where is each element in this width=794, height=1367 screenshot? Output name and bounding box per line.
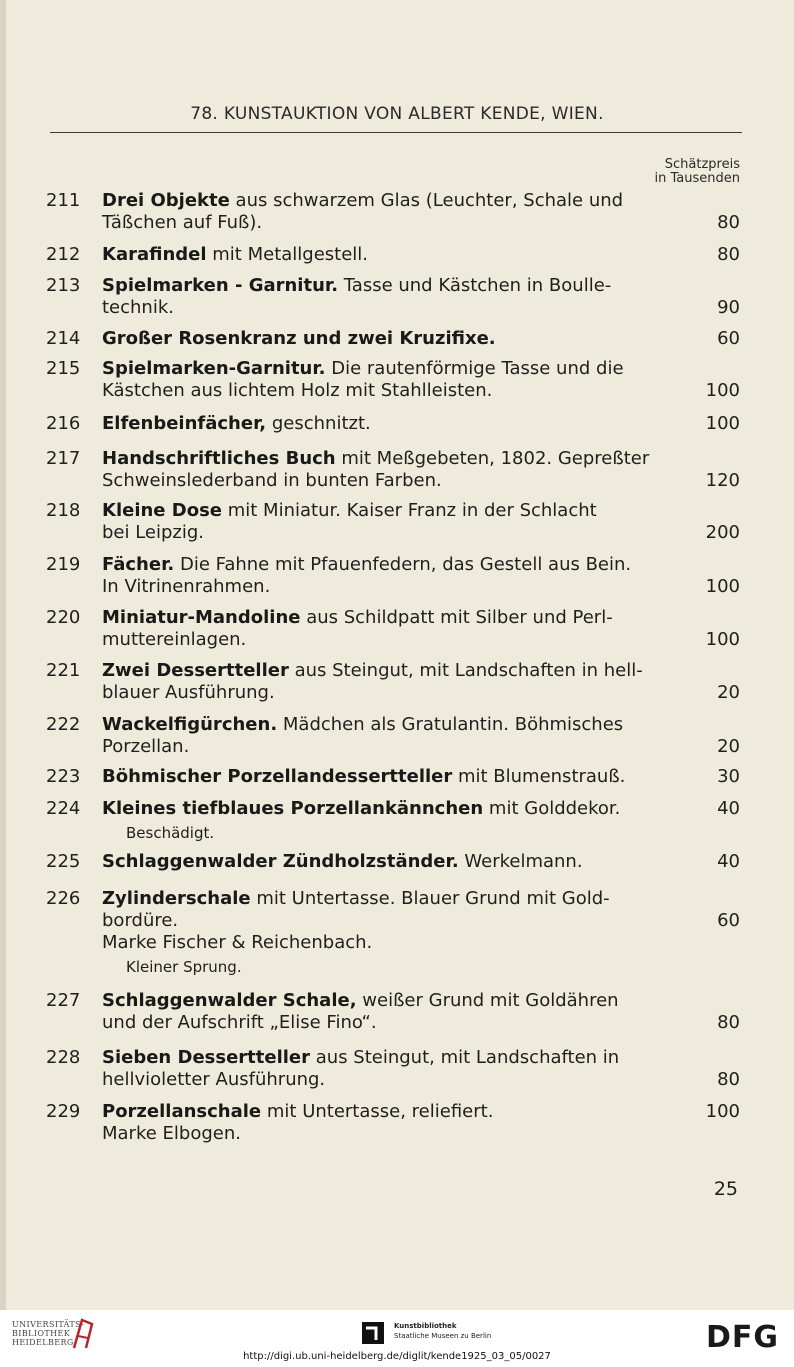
- lot-note: Beschädigt.: [126, 824, 215, 842]
- lot-number: 218: [46, 500, 81, 521]
- lot-title: Sieben Dessertteller: [102, 1047, 311, 1068]
- dfg-logo[interactable]: DFG: [706, 1320, 780, 1355]
- header-rule: [50, 132, 742, 133]
- lot-description: [102, 1047, 682, 1091]
- lot-price: 100: [705, 413, 740, 434]
- lot-number: 227: [46, 990, 81, 1011]
- lot-title: Großer Rosenkranz und zwei Kruzifixe.: [102, 328, 496, 349]
- lot-title: Schlaggenwalder Zündholzständer.: [102, 851, 459, 872]
- lot-price: 60: [717, 328, 740, 349]
- lot-price: 80: [717, 1069, 740, 1090]
- lot-title: Kleines tiefblaues Porzellankännchen: [102, 798, 484, 819]
- kunstbibliothek-label[interactable]: [394, 1321, 491, 1341]
- lot-text-line: muttereinlagen.: [102, 629, 247, 650]
- lot-number: 214: [46, 328, 81, 349]
- lot-description: [102, 990, 682, 1034]
- lot-title: Zylinderschale: [102, 888, 251, 909]
- lot-text: mit Miniatur. Kaiser Franz in der Schlacht: [222, 500, 597, 521]
- lot-text-line: blauer Ausführung.: [102, 682, 275, 703]
- lot-text-line: technik.: [102, 297, 174, 318]
- lot-price: 120: [705, 470, 740, 491]
- lot-number: 221: [46, 660, 81, 681]
- lot-description: [102, 275, 682, 319]
- lot-description: [102, 554, 682, 598]
- lot-description: [102, 500, 682, 544]
- lot-text-line: bordüre.: [102, 910, 179, 931]
- lot-number: 226: [46, 888, 81, 909]
- lot-text: aus Steingut, mit Landschaften in hell-: [288, 660, 643, 681]
- lot-title: Schlaggenwalder Schale,: [102, 990, 357, 1011]
- lot-description: [102, 1101, 682, 1145]
- lot-text: mit Golddekor.: [483, 798, 621, 819]
- lot-price: 100: [705, 576, 740, 597]
- lot-number: 220: [46, 607, 81, 628]
- lot-text-line: bei Leipzig.: [102, 522, 205, 543]
- lot-text: aus Steingut, mit Landschaften in: [310, 1047, 620, 1068]
- lot-number: 228: [46, 1047, 81, 1068]
- lot-text-line: und der Aufschrift „Elise Fino“.: [102, 1012, 377, 1033]
- lot-description: [102, 607, 682, 651]
- lot-text: geschnitzt.: [266, 413, 371, 434]
- lot-text: mit Metallgestell.: [206, 244, 369, 265]
- lot-description: [102, 660, 682, 704]
- university-seal-icon: [72, 1318, 94, 1350]
- lot-text: weißer Grund mit Goldähren: [356, 990, 619, 1011]
- lot-number: 229: [46, 1101, 81, 1122]
- lot-text: mit Untertasse. Blauer Grund mit Gold-: [250, 888, 610, 909]
- lot-text: aus schwarzem Glas (Leuchter, Schale und: [229, 190, 624, 211]
- lot-description: [102, 413, 682, 435]
- lot-text: mit Blumenstrauß.: [452, 766, 626, 787]
- lot-number: 215: [46, 358, 81, 379]
- lot-number: 222: [46, 714, 81, 735]
- lot-text: aus Schildpatt mit Silber und Perl-: [300, 607, 613, 628]
- lot-price: 60: [717, 910, 740, 931]
- lot-description: [102, 190, 682, 234]
- lot-text: mit Meßgebeten, 1802. Gepreßter: [335, 448, 650, 469]
- lot-price: 80: [717, 244, 740, 265]
- kunstbibliothek-subtitle: Staatliche Museen zu Berlin: [394, 1332, 492, 1340]
- lot-number: 216: [46, 413, 81, 434]
- lot-title: Böhmischer Porzellandessertteller: [102, 766, 453, 787]
- lot-title: Zwei Dessertteller: [102, 660, 289, 681]
- lot-title: Drei Objekte: [102, 190, 230, 211]
- lot-price: 20: [717, 736, 740, 757]
- lot-number: 211: [46, 190, 81, 211]
- price-column-label: Schätzpreis: [664, 157, 740, 172]
- lot-title: Miniatur-Mandoline: [102, 607, 301, 628]
- lot-description: [102, 448, 682, 492]
- lot-mark-line: Marke Fischer & Reichenbach.: [102, 932, 373, 953]
- lot-price: 30: [717, 766, 740, 787]
- lot-text-line: Porzellan.: [102, 736, 190, 757]
- lot-price: 100: [705, 1101, 740, 1122]
- library-name-line: BIBLIOTHEK: [12, 1329, 71, 1338]
- lot-text-line: Kästchen aus lichtem Holz mit Stahlleisten.: [102, 380, 493, 401]
- lot-note: Kleiner Sprung.: [126, 958, 242, 976]
- lot-description: [102, 358, 682, 402]
- price-column-header: [655, 158, 740, 186]
- lot-title: Spielmarken - Garnitur.: [102, 275, 339, 296]
- lot-price: 40: [717, 851, 740, 872]
- lot-description: [102, 328, 682, 350]
- kunstbibliothek-name: Kunstbibliothek: [394, 1322, 457, 1330]
- lot-text-line: In Vitrinenrahmen.: [102, 576, 271, 597]
- lot-text-line: Schweinslederband in bunten Farben.: [102, 470, 442, 491]
- lot-title: Handschriftliches Buch: [102, 448, 336, 469]
- lot-text-line: hellvioletter Ausführung.: [102, 1069, 326, 1090]
- lot-number: 225: [46, 851, 81, 872]
- lot-title: Kleine Dose: [102, 500, 223, 521]
- source-url[interactable]: http://digi.ub.uni-heidelberg.de/diglit/kende1925_03_05/0027: [243, 1351, 551, 1362]
- lot-number: 219: [46, 554, 81, 575]
- page-number: 25: [713, 1178, 738, 1200]
- lot-price: 100: [705, 629, 740, 650]
- lot-text: mit Untertasse, reliefiert.: [261, 1101, 494, 1122]
- lot-description: [102, 888, 682, 980]
- lot-number: 212: [46, 244, 81, 265]
- lot-description: [102, 714, 682, 758]
- lot-text: Die rautenförmige Tasse und die: [325, 358, 624, 379]
- lot-mark-line: Marke Elbogen.: [102, 1123, 241, 1144]
- lot-number: 224: [46, 798, 81, 819]
- lot-description: [102, 766, 682, 788]
- lot-description: [102, 851, 682, 873]
- lot-price: 200: [705, 522, 740, 543]
- lot-description: [102, 798, 682, 846]
- lot-price: 80: [717, 212, 740, 233]
- lot-title: Elfenbeinfächer,: [102, 413, 267, 434]
- lot-text: Mädchen als Gratulantin. Böhmisches: [277, 714, 624, 735]
- lot-price: 20: [717, 682, 740, 703]
- lot-number: 217: [46, 448, 81, 469]
- kunstbibliothek-logo-icon: [362, 1322, 384, 1344]
- lot-text: Tasse und Kästchen in Boulle-: [338, 275, 612, 296]
- lot-title: Fächer.: [102, 554, 175, 575]
- lot-text: Die Fahne mit Pfauenfedern, das Gestell aus Bein.: [174, 554, 632, 575]
- lot-description: [102, 244, 682, 266]
- lot-title: Wackelfigürchen.: [102, 714, 278, 735]
- lot-text: Werkelmann.: [458, 851, 583, 872]
- lot-price: 90: [717, 297, 740, 318]
- lot-number: 223: [46, 766, 81, 787]
- lot-price: 100: [705, 380, 740, 401]
- library-name-line: UNIVERSITÄTS-: [12, 1320, 85, 1329]
- lot-price: 40: [717, 798, 740, 819]
- library-name-line: HEIDELBERG: [12, 1338, 74, 1347]
- page-header: 78. KUNSTAUKTION VON ALBERT KENDE, WIEN.: [190, 104, 604, 124]
- lot-title: Spielmarken-Garnitur.: [102, 358, 326, 379]
- lot-number: 213: [46, 275, 81, 296]
- lot-text-line: Täßchen auf Fuß).: [102, 212, 263, 233]
- lot-price: 80: [717, 1012, 740, 1033]
- lot-title: Porzellanschale: [102, 1101, 262, 1122]
- lot-title: Karafindel: [102, 244, 207, 265]
- price-column-unit: in Tausenden: [654, 171, 740, 186]
